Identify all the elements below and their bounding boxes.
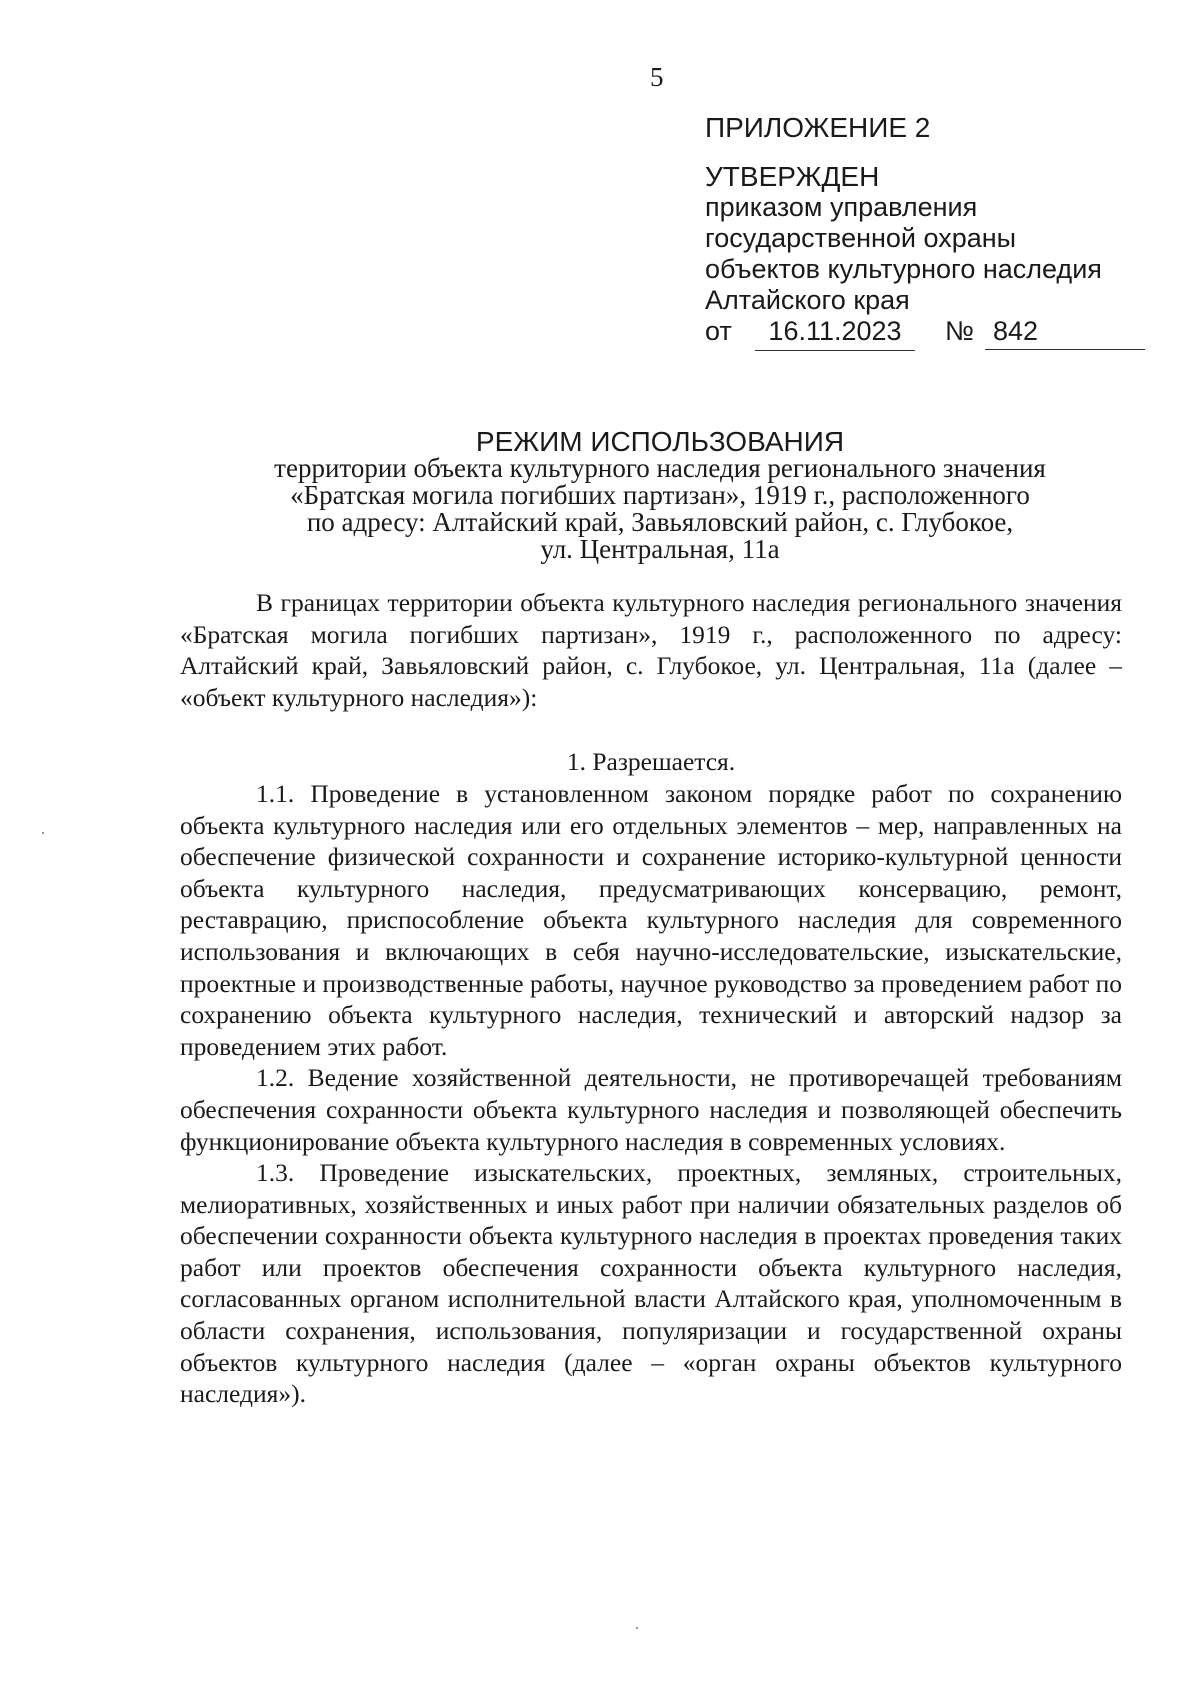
title-main: РЕЖИМ ИСПОЛЬЗОВАНИЯ bbox=[475, 426, 845, 457]
approved-label: УТВЕРЖДЕН bbox=[705, 161, 880, 192]
from-label: от bbox=[705, 316, 732, 346]
approval-line: государственной охраны bbox=[705, 223, 1017, 253]
page-number: 5 bbox=[650, 62, 664, 92]
section-heading: 1. Разрешается. bbox=[566, 747, 736, 777]
approval-block bbox=[705, 112, 1145, 350]
clause-1-3: 1.3. Проведение изыскательских, проектных, земляных, строительных, мелиоративных, хозяйственных и иных работ при наличии обязательных разделов об обеспечении сохранности объекта культурного наследия в проектах проведения таких работ или проектов обеспечения сохранности объекта культурного наследия, согласованных органом исполнительной власти Алтайского края, уполномоченным в области сохранения, использования, популяризации и государственной охраны объектов культурного наследия (далее – «орган охраны объектов культурного наследия»). bbox=[180, 1158, 1122, 1409]
title-line: по адресу: Алтайский край, Завьяловский район, с. Глубокое, bbox=[306, 507, 1014, 537]
intro-paragraph: В границах территории объекта культурного наследия регионального значения «Братская могила погибших партизан», 1919 г., расположенного по адресу: Алтайский край, Завьяловский район, с. Глубокое, ул. Центральная, 11а (далее – «объект культурного наследия»): bbox=[180, 588, 1122, 712]
order-number: 842 bbox=[985, 316, 1145, 350]
approval-line: объектов культурного наследия bbox=[705, 254, 1102, 284]
title-line: ул. Центральная, 11а bbox=[540, 534, 780, 564]
title-line: территории объекта культурного наследия регионального значения bbox=[274, 453, 1046, 483]
approval-line: приказом управления bbox=[705, 192, 978, 222]
title-line: «Братская могила погибших партизан», 1919 г., расположенного bbox=[290, 480, 1030, 510]
clause-1-2: 1.2. Ведение хозяйственной деятельности, не противоречащей требованиям обеспечения сохранности объекта культурного наследия и позволяющей обеспечить функционирование объекта культурного наследия в современных условиях. bbox=[180, 1063, 1122, 1156]
document-title bbox=[180, 428, 1140, 563]
scan-speck bbox=[636, 1627, 638, 1629]
clause-1-1: 1.1. Проведение в установленном законом порядке работ по сохранению объекта культурного наследия или его отдельных элементов – мер, направленных на обеспечение физической сохранности и сохранение историко-культурной ценности объекта культурного наследия, предусматривающих консервацию, ремонт, реставрацию, приспособление объекта культурного наследия для современного использования и включающих в себя научно-исследовательские, изыскательские, проектные и производственные работы, научное руководство за проведением работ по сохранению объекта культурного наследия, технический и авторский надзор за проведением этих работ. bbox=[180, 778, 1122, 1061]
order-date: 16.11.2023 bbox=[755, 316, 915, 351]
order-line bbox=[705, 316, 1145, 350]
number-sign: № bbox=[945, 316, 974, 346]
approval-line: Алтайского края bbox=[705, 285, 910, 315]
scan-speck bbox=[42, 832, 44, 834]
appendix-label: ПРИЛОЖЕНИЕ 2 bbox=[705, 112, 931, 143]
document-body bbox=[180, 587, 1122, 1410]
